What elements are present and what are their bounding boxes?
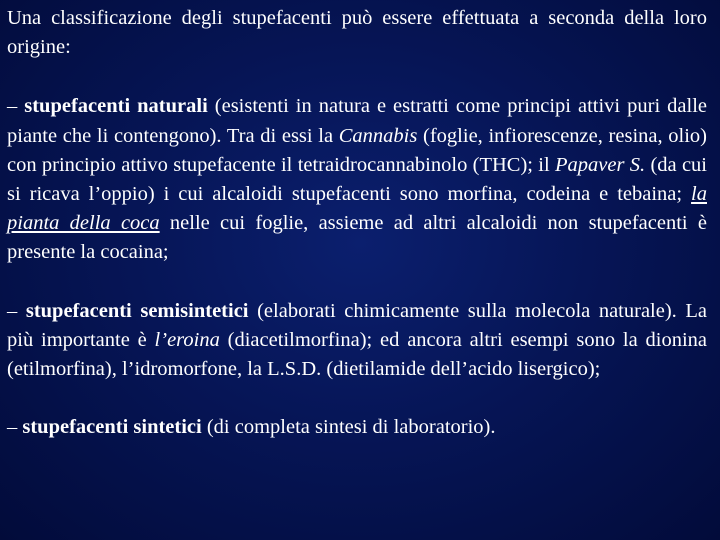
text-segment: (elaborati chimicamente sulla molecola naturale). La più importante è <box>7 299 708 351</box>
term-naturali: stupefacenti naturali <box>24 95 208 118</box>
paragraph-stupefacenti-naturali <box>7 92 707 267</box>
text-segment: (da cui si ricava l’oppio) i cui alcaloidi stupefacenti sono morfina, codeina e tebaina; <box>7 153 707 206</box>
text-segment: (diacetilmorfina); ed ancora altri esempi sono la dionina (etilmorfina), l’idromorfone, la L.S.D. (dietilamide dell’acido lisergico); <box>7 328 707 381</box>
paragraph-stupefacenti-semisintetici <box>7 297 707 385</box>
dash: – <box>7 299 26 322</box>
term-sintetici: stupefacenti sintetici <box>22 416 202 439</box>
term-papaver: Papaver S. <box>555 153 646 176</box>
dash: – <box>7 95 25 118</box>
term-coca: la pianta della coca <box>7 183 707 235</box>
slide-content <box>7 4 707 442</box>
text-segment: (foglie, infiorescenze, resina, olio) con principio attivo stupefacente il tetraidrocannabinolo (THC); il <box>7 124 707 176</box>
text-segment: (esistenti in natura e estratti come principi attivi puri dalle piante che li contengono). Tra di essi la <box>7 95 707 147</box>
term-eroina: l’eroina <box>154 328 220 351</box>
text-segment: nelle cui foglie, assieme ad altri alcaloidi non stupefacenti è presente la cocaina; <box>7 212 707 264</box>
term-cannabis: Cannabis <box>338 124 418 147</box>
dash: – <box>7 416 23 439</box>
paragraph-stupefacenti-sintetici <box>7 413 707 442</box>
term-semisintetici: stupefacenti semisintetici <box>25 299 249 322</box>
text-segment: (di completa sintesi di laboratorio). <box>201 416 496 439</box>
intro-paragraph: Una classificazione degli stupefacenti può essere effettuata a seconda della loro origine: <box>7 7 707 59</box>
